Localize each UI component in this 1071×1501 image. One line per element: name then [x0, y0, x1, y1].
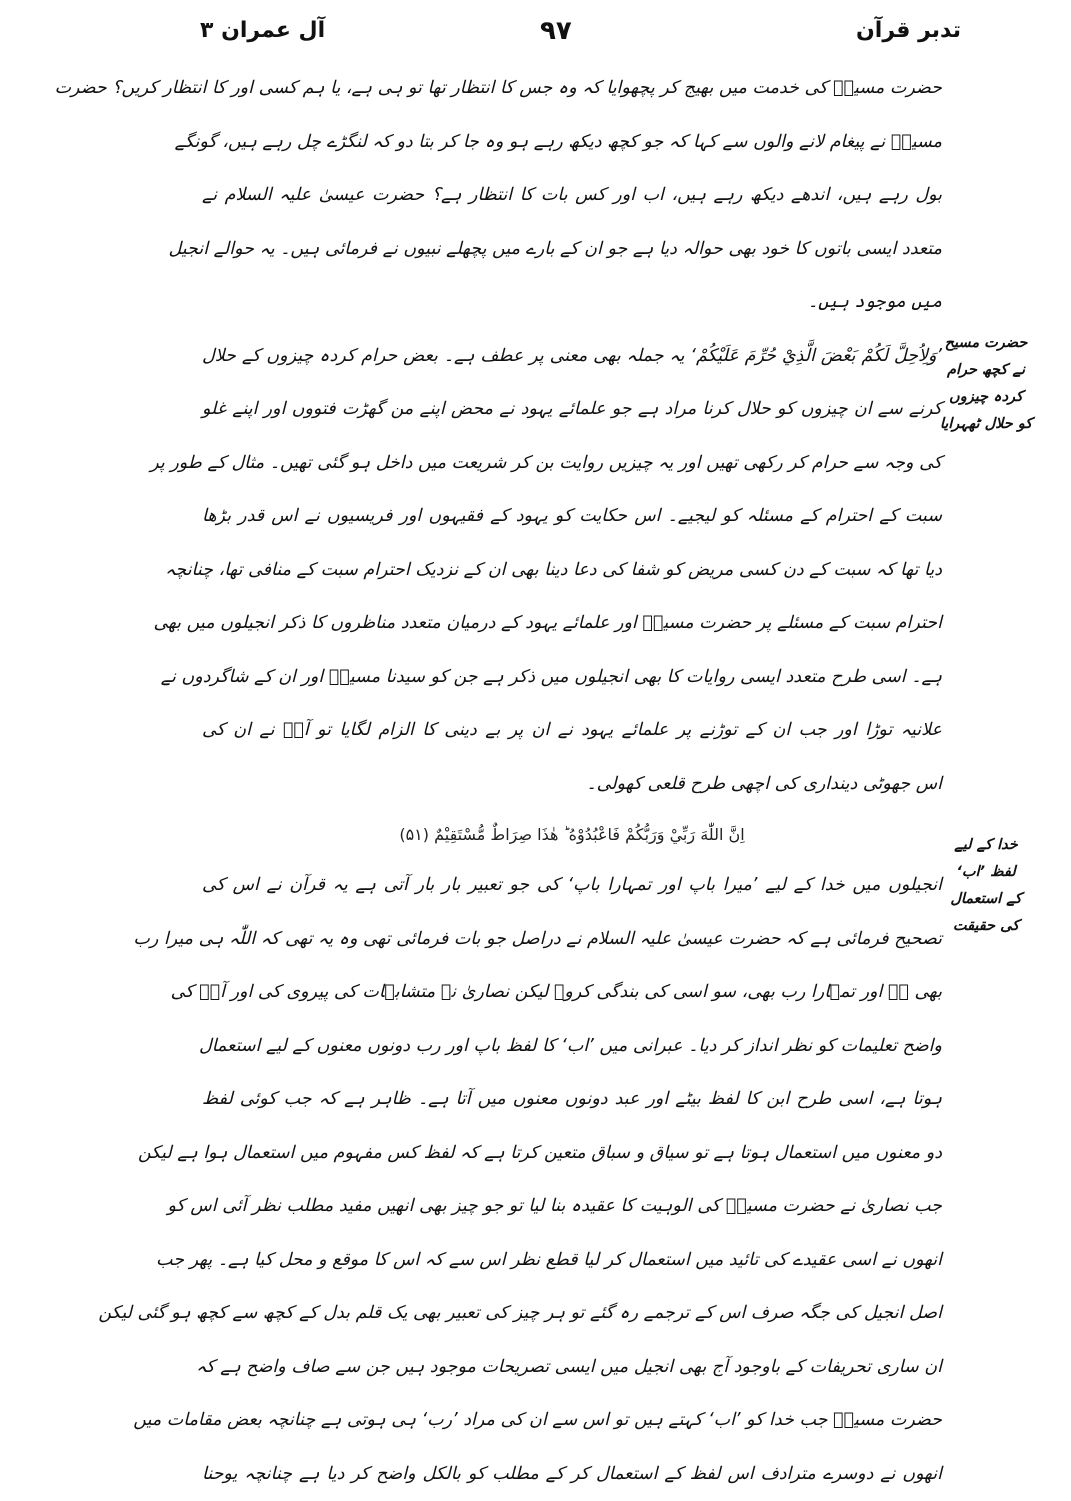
text-line: انجیلوں میں خدا کے لیے ’میرا باپ اور تمہارا باپ‘ کی جو تعبیر بار بار آتی ہے یہ قرآن نے اس کی — [202, 859, 942, 913]
text-line: ان ساری تحریفات کے باوجود آج بھی انجیل میں ایسی تصریحات موجود ہیں جن سے صاف واضح ہے کہ — [202, 1341, 942, 1395]
page-header — [0, 14, 1071, 54]
text-line: اس جھوٹی دینداری کی اچھی طرح قلعی کھولی۔ — [202, 758, 942, 812]
text-line: دو معنوں میں استعمال ہوتا ہے تو سیاق و سباق متعین کرتا ہے کہ لفظ کس مفہوم میں استعمال ہوا ہے لیکن — [202, 1127, 942, 1181]
margin-note-line: کردہ چیزوں — [921, 384, 1051, 411]
text-line: تصحیح فرمائی ہے کہ حضرت عیسیٰ علیہ السلام نے دراصل جو بات فرمائی تھی وہ یہ تھی کہ اللّٰہ ہی میرا رب — [202, 913, 942, 967]
margin-note-line: کے استعمال — [921, 886, 1051, 913]
text-line: علانیہ توڑا اور جب ان کے توڑنے پر علمائے یہود نے ان پر بے دینی کا الزام لگایا تو آپؑ نے ان کی — [202, 704, 942, 758]
margin-note — [921, 832, 1051, 940]
text-line: میں موجود ہیں۔ — [202, 276, 942, 330]
text-line: کرنے سے ان چیزوں کو حلال کرنا مراد ہے جو علمائے یہود نے محض اپنے من گھڑت فتووں اور اپنے غلو — [202, 383, 942, 437]
margin-note-line: کو حلال ٹھہرایا — [921, 411, 1051, 438]
text-line: متعدد ایسی باتوں کا خود بھی حوالہ دیا ہے جو ان کے بارے میں پچھلے نبیوں نے فرمائی ہیں۔ یہ حوالے انجیل — [202, 223, 942, 277]
margin-note-line: نے کچھ حرام — [921, 357, 1051, 384]
page-body — [202, 62, 942, 1501]
page-number: ۹۷ — [540, 16, 572, 46]
text-line: بھی ہے اور تمہارا رب بھی، سو اسی کی بندگی کرو۔ لیکن نصاریٰ نے متشابہات کی پیروی کی اور آپؑ کی — [202, 966, 942, 1020]
quran-verse: اِنَّ اللّٰهَ رَبِّيْ وَرَبُّكُمْ فَاعْبُدُوْهُ ؕ هٰذَا صِرَاطٌ مُّسْتَقِيْمٌ (۵۱) — [202, 811, 942, 859]
margin-note-line: کی حقیقت — [921, 913, 1051, 940]
text-line: سبت کے احترام کے مسئلہ کو لیجیے۔ اس حکایت کو یہود کے فقیہوں اور فریسیوں نے اس قدر بڑھا — [202, 490, 942, 544]
text-line: حضرت مسیحؑ کی خدمت میں بھیج کر پچھوایا کہ وہ جس کا انتظار تھا تو ہی ہے، یا ہم کسی اور کا انتظار کریں؟ حضرت — [202, 62, 942, 116]
book-title: تدبر قرآن — [856, 18, 961, 43]
text-line: ’وَلِاُحِلَّ لَكُمْ بَعْضَ الَّذِيْ حُرِّمَ عَلَيْكُمْ‘ یہ جملہ بھی معنی پر عطف ہے۔ بعض حرام کردہ چیزوں کے حلال — [202, 330, 942, 384]
text-line: بول رہے ہیں، اندھے دیکھ رہے ہیں، اب اور کس بات کا انتظار ہے؟ حضرت عیسیٰ علیہ السلام نے — [202, 169, 942, 223]
text-line: مسیحؑ نے پیغام لانے والوں سے کہا کہ جو کچھ دیکھ رہے ہو وہ جا کر بتا دو کہ لنگڑے چل رہے ہیں، گونگے — [202, 116, 942, 170]
text-line: ہے۔ اسی طرح متعدد ایسی روایات کا بھی انجیلوں میں ذکر ہے جن کو سیدنا مسیحؑ اور ان کے شاگردوں نے — [202, 651, 942, 705]
margin-note-line: لفظ ’اب‘ — [921, 859, 1051, 886]
text-line: دیا تھا کہ سبت کے دن کسی مریض کو شفا کی دعا دینا بھی ان کے نزدیک احترام سبت کے منافی تھا، چنانچہ — [202, 544, 942, 598]
surah-name: آل عمران ۳ — [200, 18, 325, 43]
margin-note-line: خدا کے لیے — [921, 832, 1051, 859]
text-line: انھوں نے دوسرے مترادف اس لفظ کے استعمال کر کے مطلب کو بالکل واضح کر دیا ہے چنانچہ یوحنا — [202, 1448, 942, 1501]
margin-note-line: حضرت مسیح — [921, 330, 1051, 357]
text-line: اصل انجیل کی جگہ صرف اس کے ترجمے رہ گئے تو ہر چیز کی تعبیر بھی یک قلم بدل کے کچھ سے کچھ ہو گئی لیکن — [202, 1287, 942, 1341]
text-line: حضرت مسیحؑ جب خدا کو ’اب‘ کہتے ہیں تو اس سے ان کی مراد ’رب‘ ہی ہوتی ہے چنانچہ بعض مقامات میں — [202, 1394, 942, 1448]
text-line: احترام سبت کے مسئلے پر حضرت مسیحؑ اور علمائے یہود کے درمیان متعدد مناظروں کا ذکر انجیلوں میں بھی — [202, 597, 942, 651]
text-line: کی وجہ سے حرام کر رکھی تھیں اور یہ چیزیں روایت بن کر شریعت میں داخل ہو گئی تھیں۔ مثال کے طور پر — [202, 437, 942, 491]
text-line: انھوں نے اسی عقیدے کی تائید میں استعمال کر لیا قطع نظر اس سے کہ اس کا موقع و محل کیا ہے۔ پھر جب — [202, 1234, 942, 1288]
margin-note — [921, 330, 1051, 438]
text-line: جب نصاریٰ نے حضرت مسیحؑ کی الوہیت کا عقیدہ بنا لیا تو جو چیز بھی انھیں مفید مطلب نظر آئی اس کو — [202, 1180, 942, 1234]
text-line: واضح تعلیمات کو نظر انداز کر دیا۔ عبرانی میں ’اب‘ کا لفظ باپ اور رب دونوں معنوں کے لیے استعمال — [202, 1020, 942, 1074]
text-line: ہوتا ہے، اسی طرح ابن کا لفظ بیٹے اور عبد دونوں معنوں میں آتا ہے۔ ظاہر ہے کہ جب کوئی لفظ — [202, 1073, 942, 1127]
